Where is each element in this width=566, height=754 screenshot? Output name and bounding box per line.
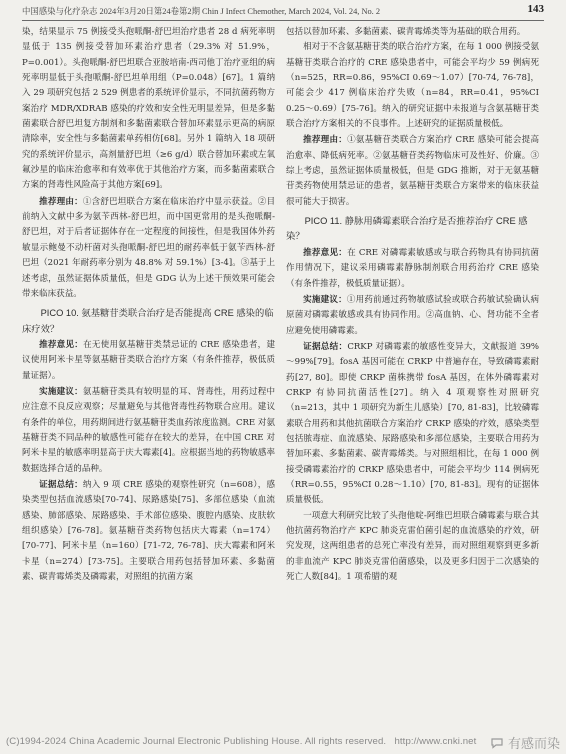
paragraph — [286, 509, 539, 586]
paragraph — [286, 132, 539, 210]
paragraph-text: 在 CRE 对磷霉素敏感或与联合药物具有协同抗菌作用情况下，建议采用磷霉素静脉制剂联合用药治疗 CRE 感染（有条件推荐，极低质量证据）。 — [286, 247, 539, 289]
watermark-text: 有感而染 — [507, 736, 560, 751]
paragraph-text: ①氨基糖苷类联合方案治疗 CRE 感染可能会提高治愈率、降低病死率。②氨基糖苷类药物临床可及性好、价廉。③综上考虑，虽然证据体质量极低，但是 GDG 推断，对于无氨基糖苷类药物使用禁忌证的患者，氨基糖苷类联合方案带来的临床获益很可能大于损害。 — [286, 135, 539, 207]
paragraph-lead: 证据总结： — [303, 340, 348, 351]
paragraph-lead: 推荐理由： — [303, 134, 348, 145]
paragraph — [286, 339, 539, 509]
paragraph — [22, 25, 275, 194]
section-heading — [22, 306, 275, 337]
left-column — [22, 25, 275, 585]
paragraph-text: ①用药前通过药物敏感试验或联合药敏试验确认病原菌对磷霉素敏感或具有协同作用。②高血钠、心、肾功能不全者应避免使用磷霉素。 — [286, 294, 540, 336]
paragraph-text: 一项意大利研究比较了头孢他啶-阿维巴坦联合磷霉素与联合其他抗菌药物治疗产 KPC 肺炎克雷伯菌引起的血流感染的疗效，研究发现，这两组患者的总死亡率没有差异，而对照组观察到更多新的非血流产 KPC 肺炎克雷伯菌感染，以及更多归因于二次感染的死亡人数[84]。1 项希腊的观 — [286, 510, 539, 583]
paragraph — [286, 292, 539, 339]
journal-citation: 中国感染与化疗杂志 2024年3月20日第24卷第2期 Chin J Infect Chemother, March 2024, Vol. 24, No. 2 — [22, 7, 381, 16]
paragraph-text: 在无使用氨基糖苷类禁忌证的 CRE 感染患者，建议使用阿米卡星等氨基糖苷类联合治疗方案（有条件推荐，极低质量证据）。 — [22, 339, 275, 381]
paragraph-text: 氨基糖苷类具有较明显的耳、肾毒性，用药过程中应注意不良反应观察；尽量避免与其他肾毒性药物联合应用。建议有条件的单位，用药期间进行氨基糖苷类血药浓度监测。CRE 对氨基糖苷类不同品种的敏感性可能存在较大的差异，在中国 CRE 对阿米卡星的敏感率明显高于庆大霉素[4]。应根据当地的药物敏感率数据选择合适的品种。 — [22, 386, 276, 474]
watermark — [490, 733, 560, 752]
paragraph-text: 相对于不含氨基糖苷类的联合治疗方案，在每 1 000 例接受氨基糖苷类联合治疗的 CRE 感染患者中，可能会平均少 59 例病死（n=525，RR=0.86，95%CI 0.69～1.07）[70-74, 76-78]，可能会少 417 例临床治疗失败（n=84，RR=0.41，95%CI 0.25～0.69）[75-76]。纳入的研究证据中未报道与含氨基糖苷类联合治疗方案相关的不良事件。上述研究的证据质量极低。 — [286, 42, 539, 130]
cnki-link[interactable]: http://www.cnki.net — [394, 736, 477, 747]
paragraph-text: PICO 10. 氨基糖苷类联合治疗是否能提高 CRE 感染的临床疗效？ — [22, 308, 274, 334]
page-number: 143 — [527, 3, 544, 15]
paragraph-text: CRKP 对磷霉素的敏感性变异大，文献报道 39%～99%[79]。fosA 基因可能在 CRKP 中普遍存在，导致磷霉素耐药[27, 80]。即使 CRKP 菌株携带 fosA 基因，在体外磷霉素对 CRKP 有协同抗菌活性[27]。纳入 4 项观察性对照研究（n=213，其中 1 项研究为新生儿感染）[70, 81-83]，比较磷霉素联合用药和其他抗菌联合方案治疗 CRKP 感染的疗效，感染类型包括脓毒症、血流感染、尿路感染和多部位感染，主要联合用药为替加环素、多黏菌素、碳青霉烯类。与对照组相比，在每 1 000 例接受磷霉素治疗的 CRKP 感染患者中，可能会平均少 114 例病死（RR=0.55，95%CI 0.28～1.10）[70, 81-83]。现有的证据体质量极低。 — [286, 341, 539, 506]
chat-bubble-icon — [490, 736, 504, 750]
paragraph-lead: 实施建议： — [303, 293, 347, 304]
paragraph-lead: 证据总结： — [39, 478, 83, 489]
paragraph — [22, 384, 275, 477]
paragraph-text: 包括以替加环素、多黏菌素、碳青霉烯类等为基础的联合用药。 — [286, 27, 526, 37]
paragraph-lead: 实施建议： — [39, 385, 83, 396]
section-heading — [286, 214, 539, 245]
paragraph-lead: 推荐理由： — [39, 195, 83, 206]
copyright-notice — [6, 736, 476, 747]
paragraph — [286, 25, 539, 40]
paragraph-lead: 推荐意见： — [303, 246, 348, 257]
paragraph-text: 纳入 9 项 CRE 感染的观察性研究（n=608），感染类型包括血流感染[70-74]、尿路感染[75]、多部位感染（血流感染、肺部感染、尿路感染、手术部位感染、腹腔内感染、皮肤软组织感染）[76-78]。氨基糖苷类药物包括庆大霉素（n=174）[70-77]、阿米卡星（n=160）[71-72, 76-78]、庆大霉素和阿米卡星（n=274）[73-75]。主要联合用药包括替加环素、多黏菌素、碳青霉烯类及磷霉素，对照组的抗菌方案 — [22, 479, 276, 583]
paragraph-text: PICO 11. 静脉用磷霉素联合治疗是否推荐治疗 CRE 感染？ — [286, 216, 528, 242]
paragraph — [286, 40, 539, 132]
paragraph — [22, 337, 275, 384]
paragraph — [22, 194, 275, 302]
paragraph-lead: 推荐意见： — [39, 338, 84, 349]
copyright-text: (C)1994-2024 China Academic Journal Electronic Publishing House. All rights reserved. — [6, 736, 387, 747]
paragraph — [22, 477, 275, 585]
paragraph-text: ①含舒巴坦联合方案在临床治疗中显示获益。②目前纳入文献中多为氨苄西林-舒巴坦，而中国更常用的是头孢哌酮-舒巴坦，对于后者证据体存在一定程度的间接性，但是我国体外药敏显示鲍曼不动杆菌对头孢哌酮-舒巴坦的耐药率低于氨苄西林-舒巴坦（2021 年耐药率分别为 48.8% 对 59.1%）[3-4]。③基于上述考虑，虽然证据体质量低，但是 GDG 认为上述干预效果可能会带来临床获益。 — [22, 196, 276, 299]
right-column — [286, 25, 539, 585]
page-header — [22, 4, 544, 21]
page-footer — [0, 732, 566, 754]
paragraph — [286, 245, 539, 292]
paragraph-text: 染，结果显示 75 例接受头孢哌酮-舒巴坦治疗患者 28 d 病死率明显低于 135 例接受替加环素治疗患者（29.3% 对 51.9%，P=0.001）。头孢哌酮-舒巴坦联合亚胺培南-西司他丁治疗亚组的病死率明显低于头孢哌酮-舒巴坦单用组（P=0.048）[67]。1 篇纳入 29 项研究包括 2 529 例患者的系统评价显示，不同抗菌药物方案治疗 MDR/XDRAB 感染的疗效和安全性无明显差异，但是多黏菌素联合舒巴坦复方制剂和多黏菌素联合替加环素显示更高的病原清除率，安全性与多黏菌素单药相仿[68]。另外 1 篇纳入 18 项研究的系统评价显示，高剂量舒巴坦（≥6 g/d）联合替加环素或左氧氟沙星的临床治愈率和有效率优于其他治疗方案，而多黏菌素联合方案的肾毒性风险高于其他方案[69]。 — [22, 27, 275, 191]
